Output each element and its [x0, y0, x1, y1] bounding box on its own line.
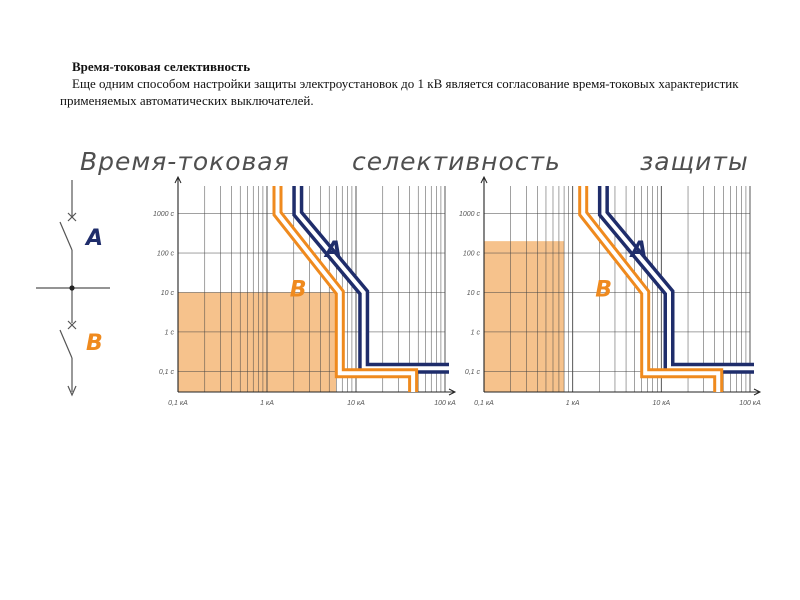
- chart-right: [459, 177, 761, 407]
- selectivity-zone: [178, 292, 336, 392]
- y-tick-label: 100 с: [156, 250, 174, 258]
- single-line-diagram: [36, 180, 110, 395]
- breaker-b-contact: [60, 330, 72, 358]
- x-tick-label: 0,1 кА: [168, 400, 188, 407]
- curve-label-a: A: [325, 237, 343, 263]
- selectivity-zone: [484, 241, 564, 392]
- bus-node: [69, 285, 74, 290]
- document-paragraph: Еще одним способом настройки защиты электроустановок до 1 кВ является согласование время-токовых характеристик применяемых автоматических выключателей.: [60, 76, 739, 108]
- x-tick-label: 10 кА: [652, 400, 671, 407]
- y-tick-label: 1 с: [164, 329, 174, 337]
- figure-title-word-3: защиты: [640, 147, 749, 176]
- x-tick-label: 10 кА: [347, 400, 365, 407]
- x-tick-label: 0,1 кА: [474, 400, 494, 407]
- x-tick-label: 100 кА: [434, 400, 456, 407]
- curve-label-b: B: [289, 277, 307, 303]
- curve-label-a: A: [630, 237, 648, 263]
- chart-left: [153, 177, 456, 407]
- y-tick-label: 10 с: [160, 289, 174, 297]
- switch-label-b: B: [86, 331, 103, 356]
- y-tick-label: 1000 с: [458, 211, 480, 219]
- breaker-a-contact: [60, 222, 72, 250]
- figure-title-word-2: селективность: [352, 147, 561, 176]
- x-tick-label: 1 кА: [565, 400, 580, 407]
- figure-title-word-1: Время-токовая: [80, 147, 290, 176]
- y-tick-label: 1000 с: [152, 211, 174, 219]
- y-tick-label: 1 с: [470, 329, 480, 337]
- y-tick-label: 10 с: [466, 289, 480, 297]
- switch-label-a: A: [86, 226, 104, 251]
- y-tick-label: 100 с: [462, 250, 480, 258]
- x-tick-label: 100 кА: [739, 400, 761, 407]
- x-tick-label: 1 кА: [260, 400, 274, 407]
- y-tick-label: 0,1 с: [464, 368, 480, 376]
- document-heading: Время-токовая селективность: [72, 59, 251, 74]
- y-tick-label: 0,1 с: [158, 368, 174, 376]
- curve-label-b: B: [595, 277, 613, 303]
